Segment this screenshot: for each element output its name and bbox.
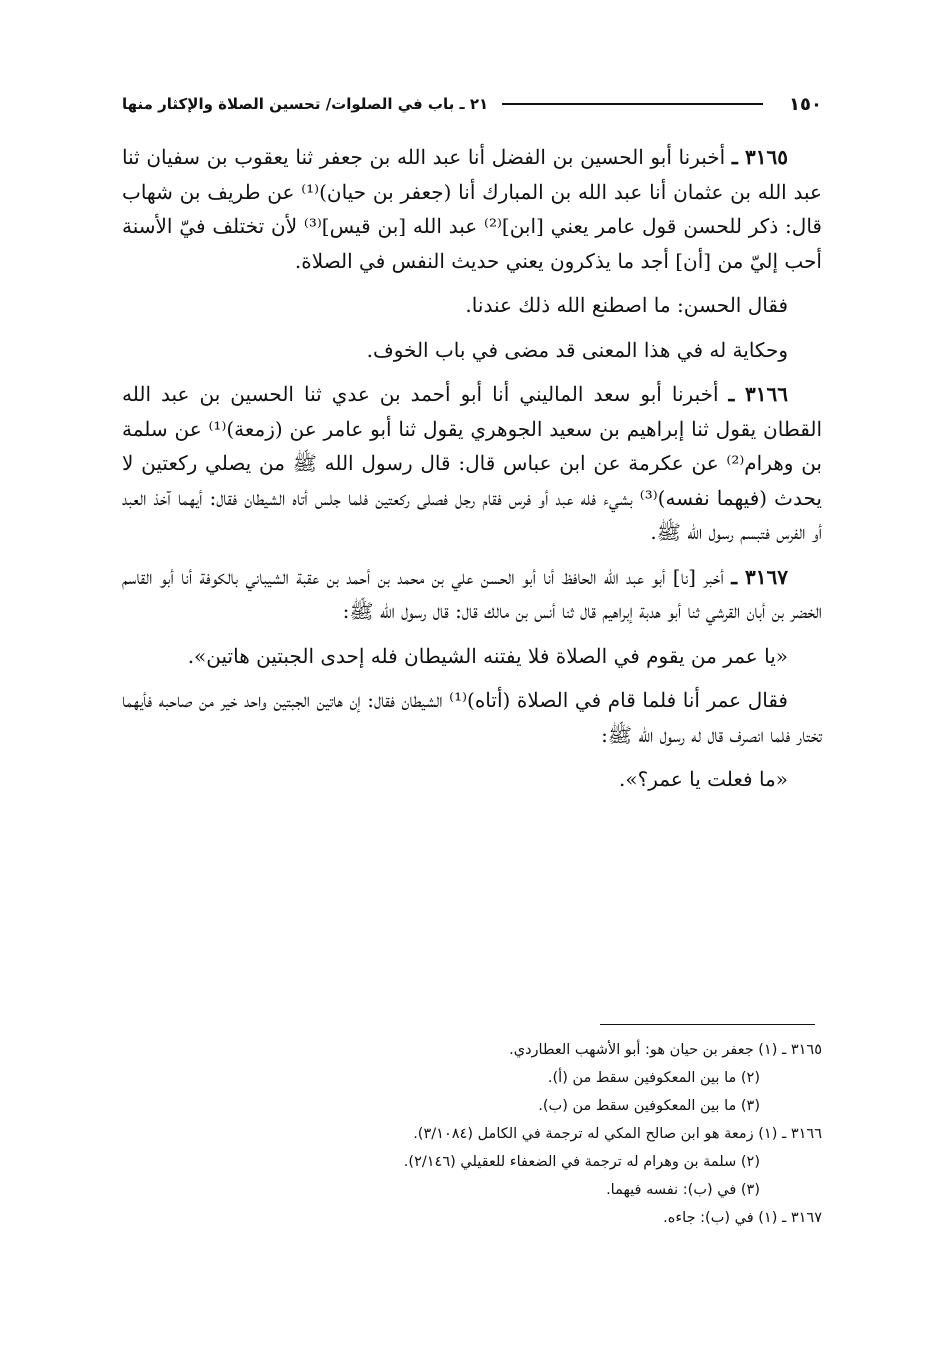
footnote-separator — [600, 1024, 815, 1025]
hadith-paragraph — [122, 377, 822, 550]
paragraph-text: أخبر [نا] أبو عبد الله الحافظ أنا أبو الحسن علي بن محمد بن أحمد بن عقبة الشيباني بالكوفة أنا أبو القاسم الخضر بن أبان القرشي ثنا أبو هدبة إبراهيم قال ثنا أنس بن مالك قال: قال رسول الله ﷺ: — [122, 564, 822, 623]
footnotes — [122, 1036, 822, 1232]
paragraph — [122, 683, 822, 752]
quote-paragraph — [122, 762, 822, 797]
hadith-number: ٣١٦٧ ـ — [731, 564, 788, 589]
paragraph-text: فقال عمر أنا فلما قام في الصلاة (أتاه)⁽¹⁾ الشيطان فقال: إن هاتين الجبتين واحد خير من صاحبه فأيهما تختار فلما انصرف قال له رسول الله ﷺ: — [122, 688, 822, 747]
hadith-number: ٣١٦٦ ـ — [728, 382, 788, 406]
footnote: ٣١٦٦ ـ (١) زمعة هو ابن صالح المكي له ترجمة في الكامل (٣/١٠٨٤). — [413, 1126, 822, 1142]
running-header — [122, 92, 822, 116]
paragraph — [122, 333, 822, 368]
paragraph-text: فقال الحسن: ما اصطنع الله ذلك عندنا. — [465, 293, 788, 317]
header-rule — [502, 103, 763, 105]
paragraph-text: «ما فعلت يا عمر؟». — [619, 767, 788, 791]
main-text — [122, 140, 822, 807]
page-number: ١٥٠ — [789, 93, 822, 115]
footnote: ٣١٦٥ ـ (١) جعفر بن حيان هو: أبو الأشهب العطاردي. — [509, 1042, 822, 1058]
paragraph — [122, 288, 822, 323]
footnote: (٣) ما بين المعكوفين سقط من (ب). — [538, 1098, 760, 1114]
footnote: ٣١٦٧ ـ (١) في (ب): جاءه. — [663, 1210, 822, 1226]
footnote: (٢) ما بين المعكوفين سقط من (أ). — [547, 1070, 760, 1086]
paragraph-text: وحكاية له في هذا المعنى قد مضى في باب الخوف. — [366, 337, 788, 362]
hadith-number: ٣١٦٥ ـ — [731, 145, 788, 169]
paragraph-text: «يا عمر من يقوم في الصلاة فلا يفتنه الشيطان فله إحدى الجبتين هاتين». — [187, 643, 788, 668]
running-title: ٢١ ـ باب في الصلوات/ تحسين الصلاة والإكثار منها — [122, 95, 489, 113]
footnote: (٣) في (ب): نفسه فيهما. — [606, 1182, 760, 1198]
quote-paragraph — [122, 639, 822, 674]
paragraph-text: أخبرنا أبو الحسين بن الفضل أنا عبد الله بن جعفر ثنا يعقوب بن سفيان ثنا عبد الله بن عثمان أنا عبد الله بن المبارك أنا (جعفر بن حيان)⁽¹⁾ عن طريف بن شهاب قال: ذكر للحسن قول عامر يعني [ابن]⁽²⁾ عبد الله [بن قيس]⁽³⁾ لأن تختلف فيّ الأسنة أحب إليّ من [أن] أجد ما يذكرون يعني حديث النفس في الصلاة. — [122, 145, 822, 273]
hadith-paragraph — [122, 140, 822, 278]
hadith-paragraph — [122, 560, 822, 629]
footnote: (٢) سلمة بن وهرام له ترجمة في الضعفاء للعقيلي (٢/١٤٦). — [403, 1154, 760, 1170]
paragraph-text: أخبرنا أبو سعد الماليني أنا أبو أحمد بن عدي ثنا الحسين بن عبد الله القطان يقول ثنا إبراهيم بن سعيد الجوهري يقول ثنا أبو عامر عن (زمعة)⁽¹⁾ عن سلمة بن وهرام⁽²⁾ عن عكرمة عن ابن عباس قال: قال رسول الله ﷺ من يصلي ركعتين لا يحدث (فيهما نفسه)⁽³⁾ بشيء فله عبد أو فرس فقام رجل فصلى ركعتين فلما جلس أتاه الشيطان فقال: أيهما آخذ العبد أو الفرس فتبسم رسول الله ﷺ. — [122, 382, 822, 544]
